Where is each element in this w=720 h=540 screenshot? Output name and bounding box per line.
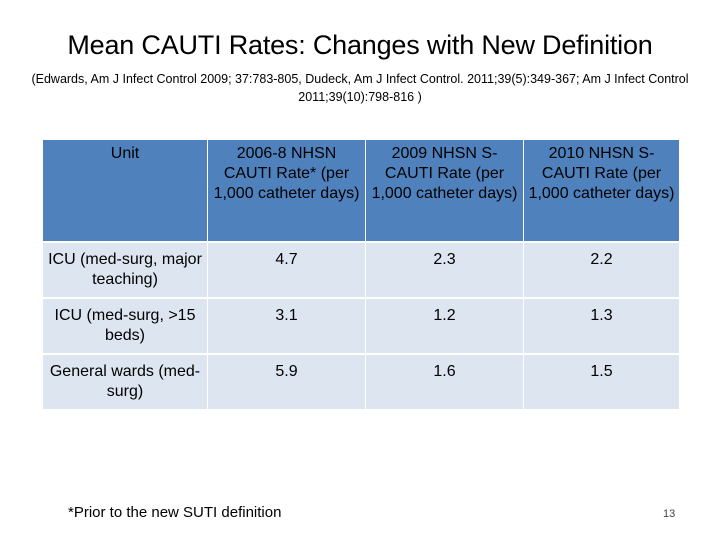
unit-cell: ICU (med-surg, >15 beds): [43, 299, 207, 353]
cauti-rates-table: [42, 138, 680, 411]
page-number: 13: [663, 508, 676, 520]
rate-2010-cell: 1.5: [524, 355, 679, 409]
rate-2009-cell: 1.6: [366, 355, 523, 409]
table-header-row: [43, 140, 679, 241]
rate-2010-cell: 2.2: [524, 243, 679, 297]
rate-2006-8-cell: 5.9: [208, 355, 365, 409]
unit-cell: ICU (med-surg, major teaching): [43, 243, 207, 297]
slide-title: Mean CAUTI Rates: Changes with New Definition: [67, 30, 653, 60]
unit-cell: General wards (med-surg): [43, 355, 207, 409]
rate-2006-8-cell: 3.1: [208, 299, 365, 353]
table-row: [43, 355, 679, 409]
rate-2006-8-cell: 4.7: [208, 243, 365, 297]
citation: (Edwards, Am J Infect Control 2009; 37:783-805, Dudeck, Am J Infect Control. 2011;39(5):349-367; Am J Infect Control 2011;39(10):798-816 ): [31, 72, 689, 104]
header-2009-rate: 2009 NHSN S-CAUTI Rate (per 1,000 catheter days): [366, 140, 523, 241]
header-unit: Unit: [43, 140, 207, 241]
header-2006-8-rate: 2006-8 NHSN CAUTI Rate* (per 1,000 catheter days): [208, 140, 365, 241]
rate-2009-cell: 1.2: [366, 299, 523, 353]
header-2010-rate: 2010 NHSN S-CAUTI Rate (per 1,000 catheter days): [524, 140, 679, 241]
rate-2009-cell: 2.3: [366, 243, 523, 297]
table-row: [43, 299, 679, 353]
table-row: [43, 243, 679, 297]
footnote: *Prior to the new SUTI definition: [68, 504, 282, 521]
rate-2010-cell: 1.3: [524, 299, 679, 353]
